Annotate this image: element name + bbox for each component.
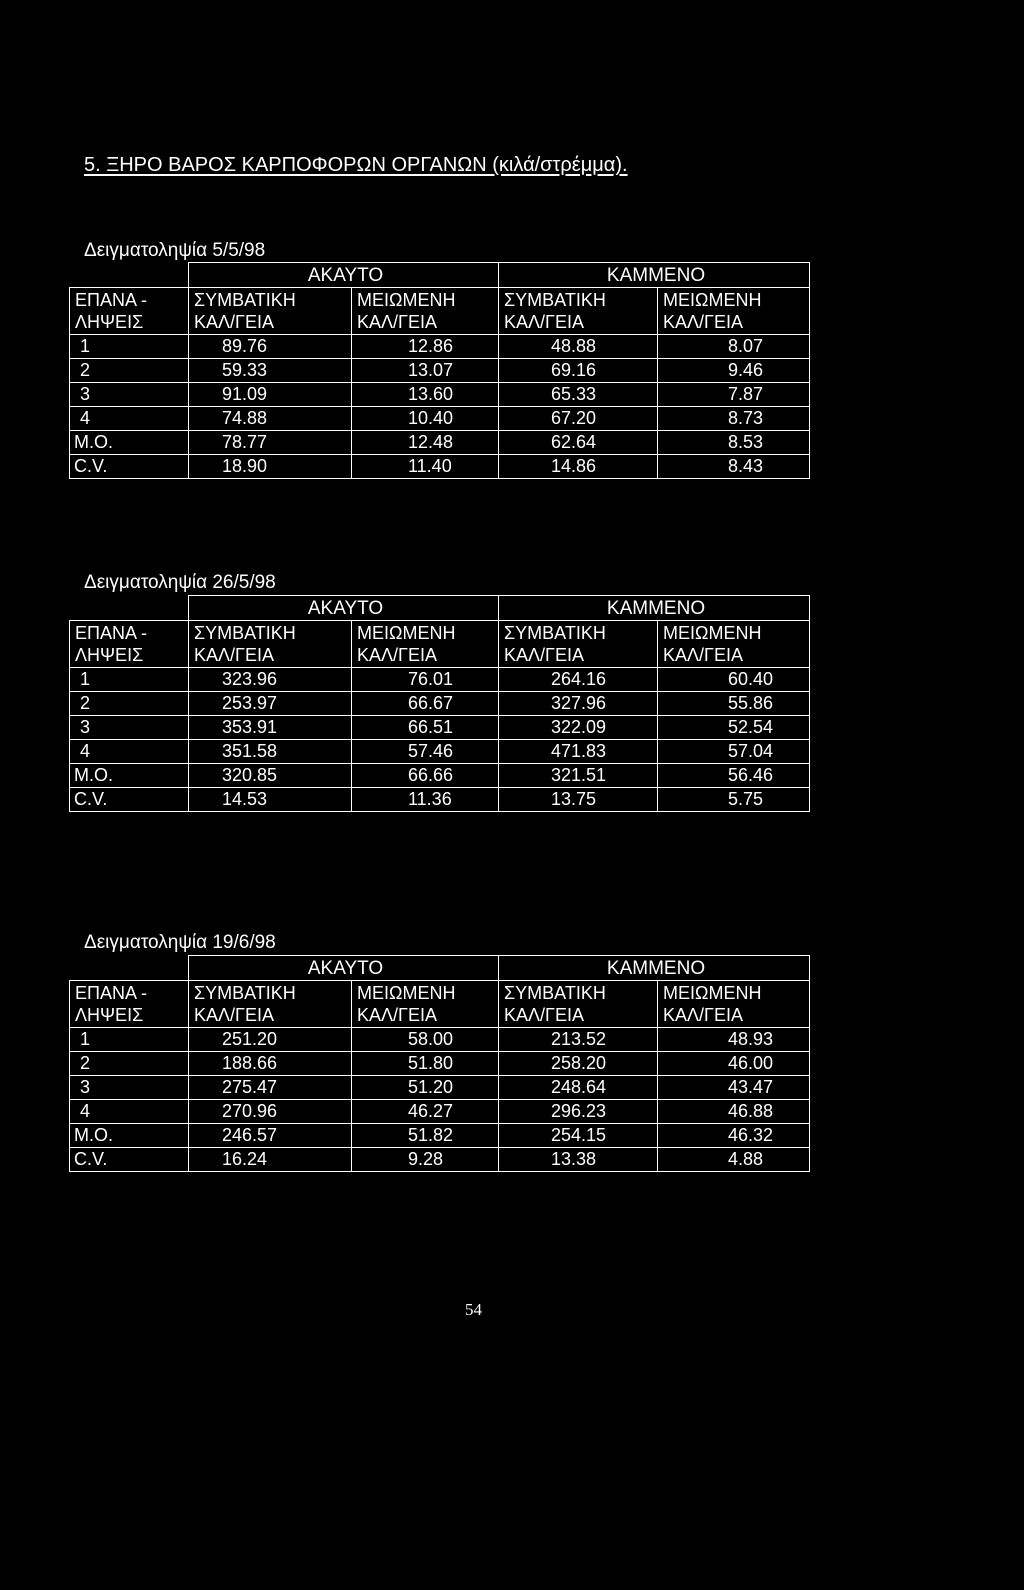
column-header-line: ΚΑΛ/ΓΕΙΑ: [357, 312, 437, 332]
table-row: [70, 788, 810, 812]
value-cell: 188.66: [189, 1052, 352, 1076]
value-cell: 74.88: [189, 407, 352, 431]
column-header-line: ΚΑΛ/ΓΕΙΑ: [357, 1005, 437, 1025]
value-cell: 18.90: [189, 455, 352, 479]
column-header-line: ΜΕΙΩΜΕΝΗ: [663, 623, 762, 643]
row-label-cell: 3: [70, 383, 189, 407]
value-cell: 69.16: [499, 359, 658, 383]
value-cell: 57.04: [658, 740, 810, 764]
data-table: [69, 595, 810, 812]
value-cell: 351.58: [189, 740, 352, 764]
blank-header-cell: [70, 956, 189, 981]
value-cell: 65.33: [499, 383, 658, 407]
column-header-cell: [189, 621, 352, 668]
column-header-line: ΚΑΛ/ΓΕΙΑ: [357, 645, 437, 665]
value-cell: 51.80: [352, 1052, 499, 1076]
column-header-cell: [189, 288, 352, 335]
table-row: [70, 668, 810, 692]
row-label-cell: 2: [70, 1052, 189, 1076]
value-cell: 76.01: [352, 668, 499, 692]
column-header-cell: [499, 621, 658, 668]
row-label-cell: Μ.Ο.: [70, 1124, 189, 1148]
value-cell: 270.96: [189, 1100, 352, 1124]
column-header-line: ΚΑΛ/ΓΕΙΑ: [663, 312, 743, 332]
table-row: [70, 692, 810, 716]
value-cell: 9.46: [658, 359, 810, 383]
column-header-line: ΚΑΛ/ΓΕΙΑ: [504, 645, 584, 665]
row-label-cell: 2: [70, 692, 189, 716]
value-cell: 275.47: [189, 1076, 352, 1100]
group-header-cell: ΚΑΜΜΕΝΟ: [499, 596, 810, 621]
column-header-line: ΕΠΑΝΑ -: [75, 623, 148, 643]
column-header-row: [70, 288, 810, 335]
table-row: [70, 383, 810, 407]
column-header-line: ΕΠΑΝΑ -: [75, 983, 148, 1003]
row-label-cell: 2: [70, 359, 189, 383]
value-cell: 78.77: [189, 431, 352, 455]
value-cell: 58.00: [352, 1028, 499, 1052]
row-label-cell: 4: [70, 407, 189, 431]
value-cell: 248.64: [499, 1076, 658, 1100]
value-cell: 46.27: [352, 1100, 499, 1124]
value-cell: 60.40: [658, 668, 810, 692]
table-row: [70, 1100, 810, 1124]
column-header-cell: [70, 621, 189, 668]
column-header-cell: [352, 288, 499, 335]
table-row: [70, 1028, 810, 1052]
value-cell: 48.93: [658, 1028, 810, 1052]
column-header-cell: [189, 981, 352, 1028]
column-header-line: ΚΑΛ/ΓΕΙΑ: [194, 312, 274, 332]
value-cell: 48.88: [499, 335, 658, 359]
column-header-line: ΣΥΜΒΑΤΙΚΗ: [504, 983, 606, 1003]
value-cell: 264.16: [499, 668, 658, 692]
table-row: [70, 716, 810, 740]
value-cell: 8.43: [658, 455, 810, 479]
group-header-cell: ΚΑΜΜΕΝΟ: [499, 956, 810, 981]
value-cell: 52.54: [658, 716, 810, 740]
value-cell: 62.64: [499, 431, 658, 455]
table-row: [70, 764, 810, 788]
value-cell: 16.24: [189, 1148, 352, 1172]
group-header-row: [70, 956, 810, 981]
column-header-cell: [658, 288, 810, 335]
row-label-cell: Μ.Ο.: [70, 764, 189, 788]
value-cell: 55.86: [658, 692, 810, 716]
value-cell: 13.75: [499, 788, 658, 812]
group-header-cell: ΑΚΑΥΤΟ: [189, 263, 499, 288]
group-header-row: [70, 263, 810, 288]
column-header-cell: [658, 981, 810, 1028]
value-cell: 246.57: [189, 1124, 352, 1148]
row-label-cell: 4: [70, 740, 189, 764]
column-header-line: ΚΑΛ/ΓΕΙΑ: [194, 1005, 274, 1025]
value-cell: 14.53: [189, 788, 352, 812]
column-header-line: ΜΕΙΩΜΕΝΗ: [663, 983, 762, 1003]
value-cell: 91.09: [189, 383, 352, 407]
table-row: [70, 1148, 810, 1172]
value-cell: 12.86: [352, 335, 499, 359]
group-header-cell: ΑΚΑΥΤΟ: [189, 956, 499, 981]
table-row: [70, 407, 810, 431]
row-label-cell: Μ.Ο.: [70, 431, 189, 455]
value-cell: 9.28: [352, 1148, 499, 1172]
column-header-line: ΣΥΜΒΑΤΙΚΗ: [194, 983, 296, 1003]
table-row: [70, 1052, 810, 1076]
value-cell: 8.07: [658, 335, 810, 359]
value-cell: 4.88: [658, 1148, 810, 1172]
table-row: [70, 335, 810, 359]
row-label-cell: 1: [70, 668, 189, 692]
column-header-row: [70, 621, 810, 668]
column-header-line: ΕΠΑΝΑ -: [75, 290, 148, 310]
value-cell: 323.96: [189, 668, 352, 692]
page-number: 54: [465, 1300, 482, 1319]
value-cell: 11.40: [352, 455, 499, 479]
value-cell: 46.00: [658, 1052, 810, 1076]
value-cell: 471.83: [499, 740, 658, 764]
value-cell: 254.15: [499, 1124, 658, 1148]
data-table: [69, 955, 810, 1172]
value-cell: 59.33: [189, 359, 352, 383]
column-header-line: ΚΑΛ/ΓΕΙΑ: [504, 312, 584, 332]
value-cell: 5.75: [658, 788, 810, 812]
table-row: [70, 359, 810, 383]
column-header-line: ΣΥΜΒΑΤΙΚΗ: [194, 290, 296, 310]
value-cell: 56.46: [658, 764, 810, 788]
column-header-line: ΛΗΨΕΙΣ: [75, 312, 144, 332]
value-cell: 7.87: [658, 383, 810, 407]
value-cell: 51.20: [352, 1076, 499, 1100]
table-row: [70, 1076, 810, 1100]
column-header-line: ΛΗΨΕΙΣ: [75, 645, 144, 665]
value-cell: 66.51: [352, 716, 499, 740]
column-header-line: ΚΑΛ/ΓΕΙΑ: [194, 645, 274, 665]
table-caption: Δειγματοληψία 26/5/98: [84, 572, 276, 593]
group-header-cell: ΚΑΜΜΕΝΟ: [499, 263, 810, 288]
column-header-line: ΣΥΜΒΑΤΙΚΗ: [194, 623, 296, 643]
value-cell: 296.23: [499, 1100, 658, 1124]
value-cell: 322.09: [499, 716, 658, 740]
table-row: [70, 1124, 810, 1148]
value-cell: 213.52: [499, 1028, 658, 1052]
value-cell: 353.91: [189, 716, 352, 740]
value-cell: 13.60: [352, 383, 499, 407]
column-header-line: ΛΗΨΕΙΣ: [75, 1005, 144, 1025]
group-header-cell: ΑΚΑΥΤΟ: [189, 596, 499, 621]
value-cell: 10.40: [352, 407, 499, 431]
value-cell: 327.96: [499, 692, 658, 716]
column-header-cell: [499, 288, 658, 335]
group-header-row: [70, 596, 810, 621]
value-cell: 57.46: [352, 740, 499, 764]
value-cell: 46.88: [658, 1100, 810, 1124]
column-header-line: ΚΑΛ/ΓΕΙΑ: [663, 1005, 743, 1025]
value-cell: 13.07: [352, 359, 499, 383]
table-row: [70, 740, 810, 764]
value-cell: 11.36: [352, 788, 499, 812]
blank-header-cell: [70, 263, 189, 288]
row-label-cell: 1: [70, 335, 189, 359]
table-caption: Δειγματοληψία 19/6/98: [84, 932, 276, 953]
column-header-cell: [70, 288, 189, 335]
page-title: 5. ΞΗΡΟ ΒΑΡΟΣ ΚΑΡΠΟΦΟΡΩΝ ΟΡΓΑΝΩΝ (κιλά/στρέμμα).: [84, 154, 628, 176]
value-cell: 8.53: [658, 431, 810, 455]
row-label-cell: C.V.: [70, 455, 189, 479]
column-header-line: ΜΕΙΩΜΕΝΗ: [357, 290, 456, 310]
data-table: [69, 262, 810, 479]
table-row: [70, 431, 810, 455]
value-cell: 12.48: [352, 431, 499, 455]
column-header-cell: [352, 981, 499, 1028]
row-label-cell: 3: [70, 716, 189, 740]
column-header-line: ΣΥΜΒΑΤΙΚΗ: [504, 290, 606, 310]
column-header-cell: [70, 981, 189, 1028]
value-cell: 14.86: [499, 455, 658, 479]
column-header-cell: [499, 981, 658, 1028]
value-cell: 89.76: [189, 335, 352, 359]
value-cell: 66.67: [352, 692, 499, 716]
value-cell: 320.85: [189, 764, 352, 788]
column-header-cell: [658, 621, 810, 668]
column-header-line: ΜΕΙΩΜΕΝΗ: [357, 623, 456, 643]
value-cell: 321.51: [499, 764, 658, 788]
value-cell: 13.38: [499, 1148, 658, 1172]
row-label-cell: 3: [70, 1076, 189, 1100]
value-cell: 258.20: [499, 1052, 658, 1076]
value-cell: 43.47: [658, 1076, 810, 1100]
value-cell: 46.32: [658, 1124, 810, 1148]
value-cell: 51.82: [352, 1124, 499, 1148]
blank-header-cell: [70, 596, 189, 621]
value-cell: 251.20: [189, 1028, 352, 1052]
column-header-cell: [352, 621, 499, 668]
column-header-row: [70, 981, 810, 1028]
row-label-cell: C.V.: [70, 1148, 189, 1172]
value-cell: 253.97: [189, 692, 352, 716]
column-header-line: ΚΑΛ/ΓΕΙΑ: [663, 645, 743, 665]
value-cell: 66.66: [352, 764, 499, 788]
table-caption: Δειγματοληψία 5/5/98: [84, 240, 266, 261]
value-cell: 8.73: [658, 407, 810, 431]
row-label-cell: 1: [70, 1028, 189, 1052]
row-label-cell: 4: [70, 1100, 189, 1124]
column-header-line: ΣΥΜΒΑΤΙΚΗ: [504, 623, 606, 643]
column-header-line: ΚΑΛ/ΓΕΙΑ: [504, 1005, 584, 1025]
value-cell: 67.20: [499, 407, 658, 431]
column-header-line: ΜΕΙΩΜΕΝΗ: [357, 983, 456, 1003]
row-label-cell: C.V.: [70, 788, 189, 812]
table-row: [70, 455, 810, 479]
column-header-line: ΜΕΙΩΜΕΝΗ: [663, 290, 762, 310]
